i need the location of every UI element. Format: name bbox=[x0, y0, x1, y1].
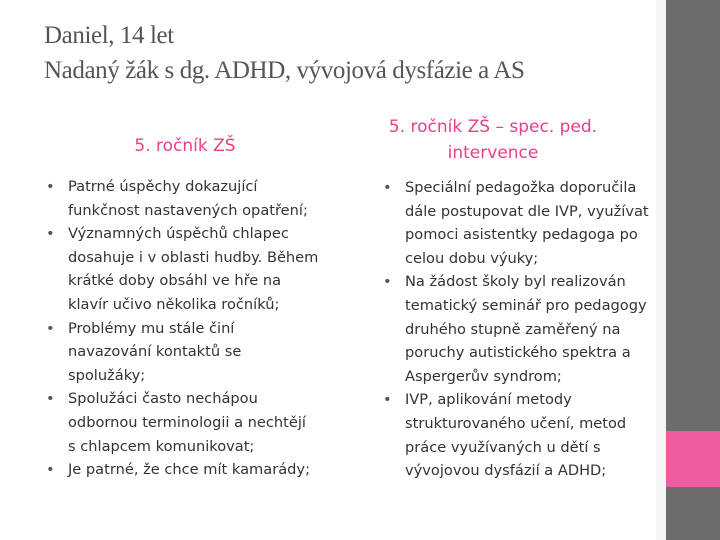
right-heading-line-1: 5. ročník ZŠ – spec. ped. bbox=[388, 117, 598, 137]
bullet-icon: • bbox=[383, 179, 392, 196]
right-column-heading bbox=[348, 114, 638, 166]
list-item-line: tematický seminář pro pedagogy bbox=[405, 296, 647, 314]
slide-title bbox=[44, 18, 525, 88]
left-bullet-list bbox=[44, 175, 364, 482]
bullet-icon: • bbox=[46, 390, 55, 408]
list-item-line: spolužáky; bbox=[68, 366, 146, 384]
left-heading-line: 5. ročník ZŠ bbox=[134, 136, 236, 156]
list-item bbox=[44, 222, 364, 316]
list-item-line: Je patrné, že chce mít kamarády; bbox=[68, 461, 310, 479]
list-item-line: klavír učivo několika ročníků; bbox=[68, 295, 280, 313]
list-item-line: Patrné úspěchy dokazující bbox=[68, 178, 258, 195]
bullet-icon: • bbox=[383, 391, 392, 409]
bullet-icon: • bbox=[46, 461, 55, 479]
right-bullet-list bbox=[381, 176, 671, 483]
bullet-icon: • bbox=[46, 225, 55, 243]
list-item-line: dále postupovat dle IVP, využívat bbox=[405, 202, 649, 220]
sidebar-accent-block bbox=[666, 431, 720, 487]
right-heading-line-2: intervence bbox=[447, 143, 539, 163]
list-item-line: krátké doby obsáhl ve hře na bbox=[68, 272, 282, 290]
list-item bbox=[381, 388, 671, 482]
list-item-line: Problémy mu stále činí bbox=[68, 319, 235, 337]
list-item-line: strukturovaného učení, metod bbox=[405, 414, 627, 432]
left-column-heading bbox=[55, 133, 315, 159]
bullet-icon: • bbox=[383, 273, 392, 291]
slide-title-line-1: Daniel, 14 let bbox=[44, 22, 174, 49]
bullet-icon: • bbox=[46, 178, 55, 195]
list-item-line: celou dobu výuky; bbox=[405, 249, 539, 267]
list-item-line: s chlapcem komunikovat; bbox=[68, 437, 255, 455]
list-item-line: funkčnost nastavených opatření; bbox=[68, 201, 308, 219]
list-item-line: druhého stupně zaměřený na bbox=[405, 320, 621, 338]
list-item-line: dosahuje i v oblasti hudby. Během bbox=[68, 248, 319, 266]
list-item bbox=[44, 458, 364, 482]
list-item-line: odbornou terminologii a nechtějí bbox=[68, 413, 306, 431]
list-item-line: navazování kontaktů se bbox=[68, 343, 242, 361]
list-item bbox=[44, 317, 364, 388]
list-item bbox=[381, 176, 671, 270]
bullet-icon: • bbox=[46, 319, 55, 337]
slide-title-line-2: Nadaný žák s dg. ADHD, vývojová dysfázie a AS bbox=[44, 57, 525, 84]
list-item-line: IVP, aplikování metody bbox=[405, 391, 572, 409]
list-item-line: Významných úspěchů chlapec bbox=[68, 225, 289, 243]
list-item-line: vývojovou dysfázií a ADHD; bbox=[405, 462, 607, 480]
list-item bbox=[44, 175, 364, 222]
list-item bbox=[44, 387, 364, 458]
list-item-line: poruchy autistického spektra a bbox=[405, 344, 631, 362]
list-item-line: Aspergerův syndrom; bbox=[405, 367, 562, 385]
list-item-line: Na žádost školy byl realizován bbox=[405, 273, 626, 291]
list-item-line: Spolužáci často nechápou bbox=[68, 390, 258, 408]
list-item-line: práce využívaných u dětí s bbox=[405, 438, 601, 456]
list-item-line: pomoci asistentky pedagoga po bbox=[405, 226, 638, 244]
list-item-line: Speciální pedagožka doporučila bbox=[405, 179, 637, 196]
list-item bbox=[381, 270, 671, 388]
